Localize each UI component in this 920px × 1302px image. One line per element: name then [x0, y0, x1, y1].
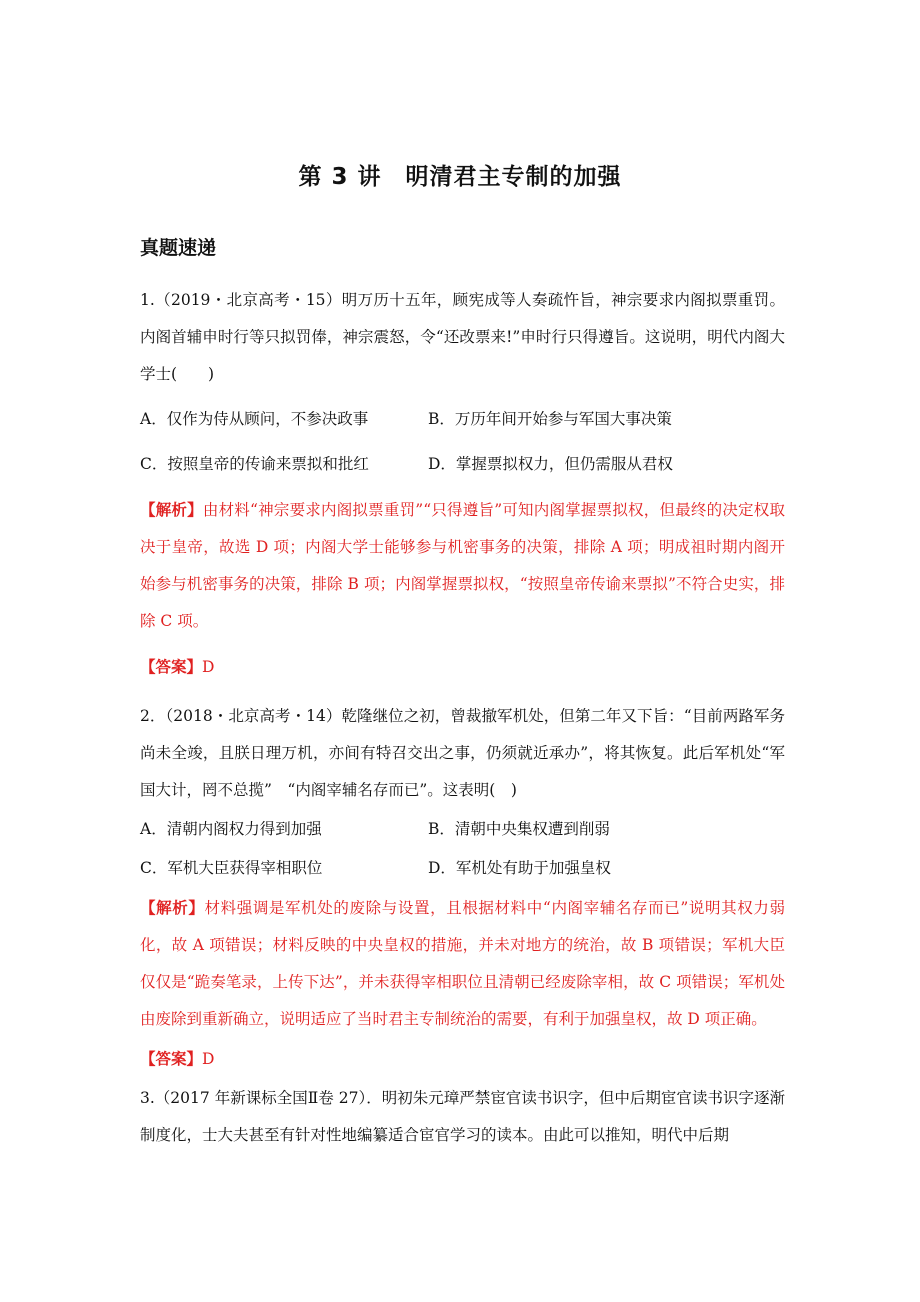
question-3-stem: 3.（2017 年新课标全国Ⅱ卷 27）．明初朱元璋严禁宦官读书识字，但中后期宦官读书识字逐渐制度化，士大夫甚至有针对性地编纂适合宦官学习的读本。由此可以推知，明代中后期	[140, 1089, 785, 1144]
question-1-option-d: D．掌握票拟权力，但仍需服从君权	[428, 455, 673, 473]
analysis-label: 【解析】	[140, 500, 203, 519]
question-1-options-row-1	[140, 401, 785, 438]
page-title: 第 3 讲 明清君主专制的加强	[298, 164, 622, 190]
question-1-answer	[140, 648, 785, 686]
question-2-answer	[140, 1040, 785, 1078]
question-1-options-row-2	[140, 446, 785, 483]
question-1-option-a: A．仅作为侍从顾问，不参决政事	[140, 410, 369, 428]
answer-value: D	[202, 658, 215, 676]
question-2-option-a: A．清朝内阁权力得到加强	[140, 820, 322, 838]
question-2-option-b: B．清朝中央集权遭到削弱	[428, 820, 610, 838]
answer-label: 【答案】	[140, 1049, 203, 1068]
analysis-text: 由材料“神宗要求内阁拟票重罚”“只得遵旨”可知内阁掌握票拟权，但最终的决定权取决于皇帝，故选 D 项；内阁大学士能够参与机密事务的决策，排除 A 项；明成祖时期内阁开始参与机密事务的决策，排除 B 项；内阁掌握票拟权，“按照皇帝传谕来票拟”不符合史实，排除 C 项。	[140, 501, 785, 630]
question-1-stem: 1.（2019・北京高考・15）明万历十五年，顾宪成等人奏疏忤旨，神宗要求内阁拟票重罚。内阁首辅申时行等只拟罚俸，神宗震怒，令“还改票来!”申时行只得遵旨。这说明，明代内阁大学士( )	[140, 291, 785, 383]
answer-label: 【答案】	[140, 657, 203, 676]
question-2-analysis	[140, 889, 785, 1038]
question-2-options-row-2	[140, 850, 785, 887]
question-2-option-d: D．军机处有助于加强皇权	[428, 859, 611, 877]
question-1-analysis	[140, 491, 785, 640]
analysis-text: 材料强调是军机处的废除与设置，且根据材料中“内阁宰辅名存而已”说明其权力弱化，故 A 项错误；材料反映的中央皇权的措施，并未对地方的统治，故 B 项错误；军机大臣仅仅是“跪奏笔录，上传下达”，并未获得宰相职位且清朝已经废除宰相，故 C 项错误；军机处由废除到重新确立，说明适应了当时君主专制统治的需要，有利于加强皇权，故 D 项正确。	[140, 899, 785, 1028]
question-2-options-row-1	[140, 811, 785, 848]
question-1-option-b: B．万历年间开始参与军国大事决策	[428, 410, 672, 428]
analysis-label: 【解析】	[140, 898, 205, 917]
section-heading: 真题速递	[140, 237, 217, 259]
question-2-stem: 2．（2018・北京高考・14）乾隆继位之初，曾裁撤军机处，但第二年又下旨：“目前两路军务尚未全竣，且朕日理万机，亦间有特召交出之事，仍须就近承办”，将其恢复。此后军机处“军国大计，罔不总揽” “内阁宰辅名存而已”。这表明( )	[140, 707, 785, 799]
question-1-option-c: C．按照皇帝的传谕来票拟和批红	[140, 455, 369, 473]
question-2-option-c: C．军机大臣获得宰相职位	[140, 859, 323, 877]
question-list	[140, 282, 785, 1154]
answer-value: D	[202, 1050, 215, 1068]
